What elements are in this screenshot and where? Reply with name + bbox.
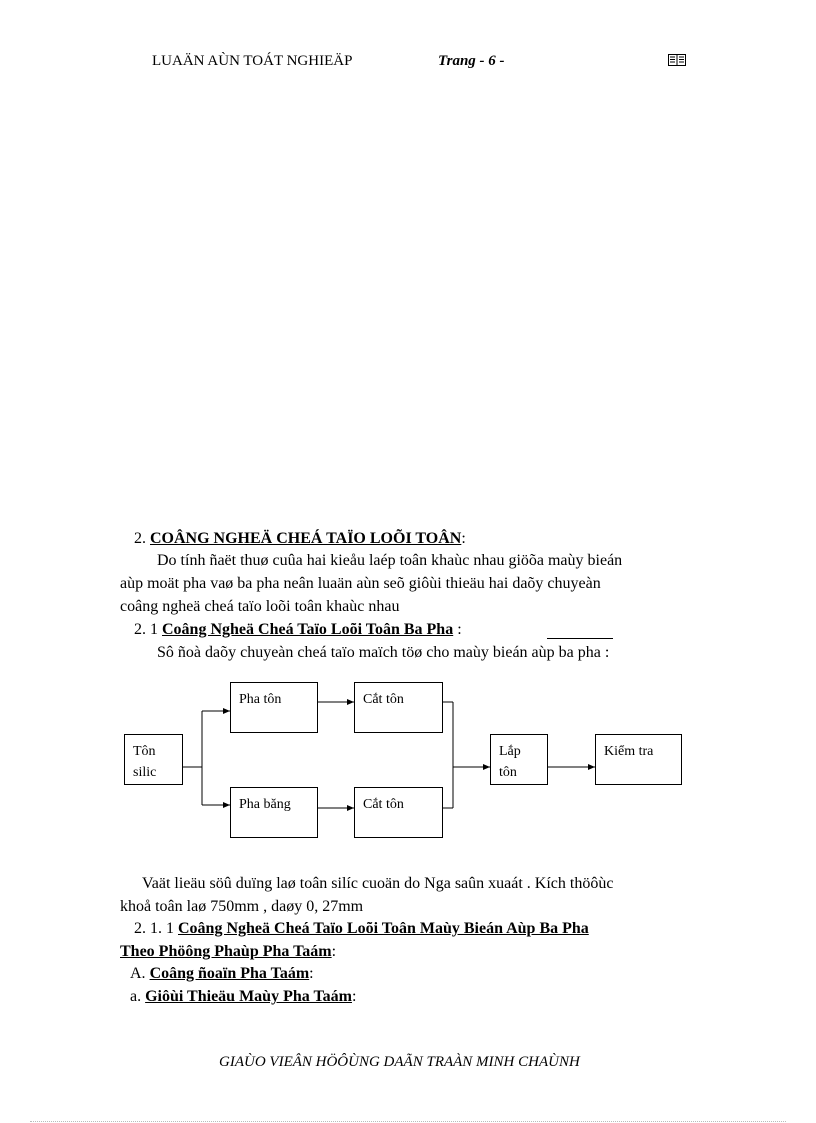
- heading-colon: :: [461, 530, 466, 547]
- node-lap-ton: [490, 734, 548, 785]
- paragraph-line: Do tính ñaët thuø cuûa hai kieåu laép toân khaùc nhau giöõa maùy bieán: [157, 552, 623, 569]
- node-label: Tôn: [133, 744, 156, 759]
- node-label: Cắt tôn: [363, 797, 404, 812]
- section-2-1-1-heading-cont: [120, 943, 336, 961]
- footer-advisor: GIAÙO VIEÂN HÖÔÙNG DAÃN TRAÀN MINH CHAÙNH: [219, 1054, 580, 1070]
- heading-colon: :: [457, 621, 462, 638]
- item-A: [130, 965, 314, 983]
- header-title: LUAÄN AÙN TOÁT NGHIEÄP: [152, 53, 353, 69]
- paragraph-line: aùp moät pha vaø ba pha neân luaän aùn seõ giôùi thieäu hai daõy chuyeàn: [120, 575, 601, 592]
- section-title: Coâng Ngheä Cheá Taïo Loõi Toân Maùy Bieán Aùp Ba Pha: [178, 920, 589, 937]
- node-label: Pha băng: [239, 797, 291, 812]
- node-label: Cắt tôn: [363, 692, 404, 707]
- node-cat-ton-bottom: [354, 787, 443, 838]
- item-title: Coâng ñoaïn Pha Taám: [149, 965, 310, 982]
- diagram-intro: Sô ñoà daõy chuyeàn cheá taïo maïch töø cho maùy bieán aùp ba pha :: [157, 644, 610, 661]
- node-label: Kiểm tra: [604, 744, 654, 759]
- paragraph-line: coâng ngheä cheá taïo loõi toân khaùc nhau: [120, 598, 400, 615]
- section-number: 2. 1. 1: [134, 920, 174, 937]
- section-title: COÂNG NGHEÄ CHEÁ TAÏO LOÕI TOÂN: [150, 530, 462, 547]
- item-label: A.: [130, 965, 146, 982]
- item-label: a.: [130, 988, 142, 1005]
- node-pha-ton: [230, 682, 318, 733]
- section-title-cont: Theo Phöông Phaùp Pha Taám: [120, 943, 332, 960]
- paragraph-line: khoå toân laø 750mm , daøy 0, 27mm: [120, 898, 364, 915]
- section-number: 2.: [134, 530, 146, 547]
- node-pha-bang: [230, 787, 318, 838]
- item-a: [130, 988, 356, 1006]
- item-title: Giôùi Thieäu Maùy Pha Taám: [145, 988, 352, 1005]
- node-label: silic: [133, 765, 157, 780]
- page-number: Trang - 6 -: [438, 53, 505, 69]
- heading-colon: :: [331, 943, 337, 960]
- node-label: Lắp: [499, 744, 521, 759]
- node-kiem-tra: [595, 734, 682, 785]
- node-cat-ton-top: [354, 682, 443, 733]
- section-2-1-1-heading: [134, 920, 589, 938]
- section-title: Coâng Ngheä Cheá Taïo Loõi Toân Ba Pha: [162, 621, 454, 638]
- heading-colon: :: [351, 988, 357, 1005]
- node-ton-silic: [124, 734, 183, 785]
- node-label: tôn: [499, 765, 517, 780]
- page-bottom-border: [30, 1121, 786, 1122]
- paragraph-line: Vaät lieäu söû duïng laø toân silíc cuoän do Nga saûn xuaát . Kích thöôùc: [142, 875, 614, 892]
- heading-colon: :: [309, 965, 314, 982]
- node-label: Pha tôn: [239, 692, 282, 707]
- section-number: 2. 1: [134, 621, 158, 638]
